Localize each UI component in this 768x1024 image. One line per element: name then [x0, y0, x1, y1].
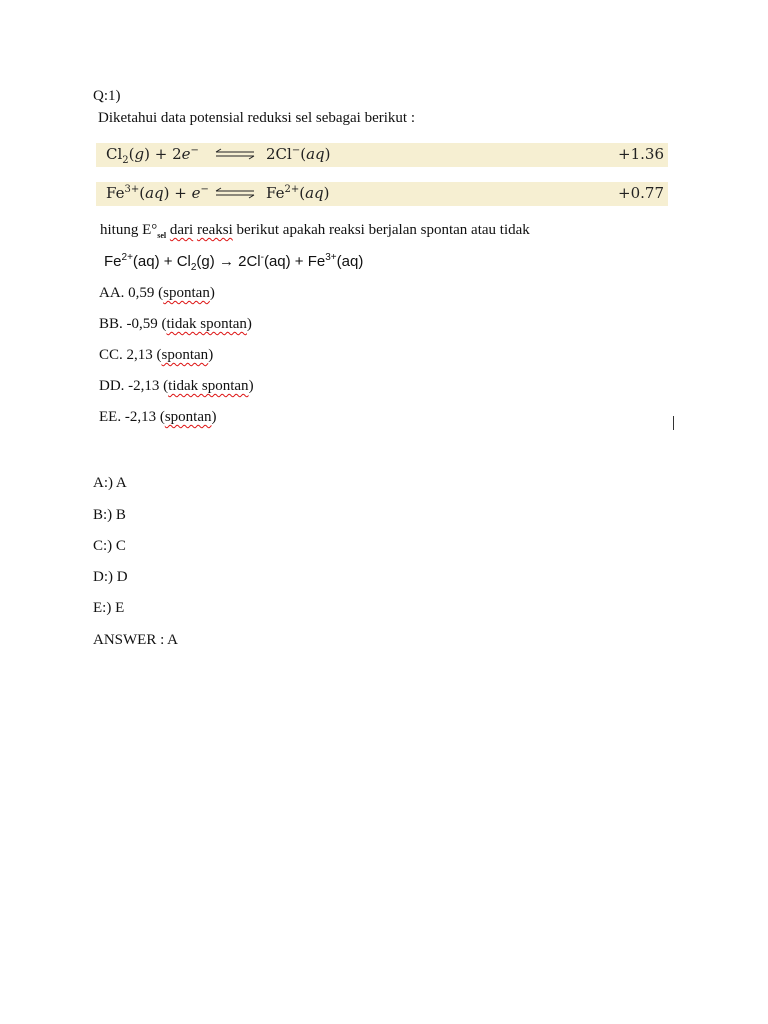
equilibrium-arrow-icon [214, 148, 256, 160]
potential-value: +1.36 [618, 145, 664, 163]
option-e: E:) E [93, 600, 125, 616]
potential-value: +0.77 [618, 184, 664, 202]
question-instruction: hitung $E^\circ_{sel}$ dari reaksi berikut apakah reaksi berjalan spontan atau tidak [100, 222, 530, 240]
option-c: C:) C [93, 538, 126, 554]
choice-ee: EE. -2,13 (spontan) [99, 409, 217, 425]
choice-dd: DD. -2,13 (tidak spontan) [99, 378, 254, 394]
half-reaction-rhs: $Fe^{2+}(aq)$ [266, 184, 330, 202]
question-intro: Diketahui data potensial reduksi sel sebagai berikut : [98, 110, 415, 126]
answer-line: ANSWER : A [93, 632, 179, 648]
option-a: A:) A [93, 475, 127, 491]
choice-cc: CC. 2,13 (spontan) [99, 347, 214, 363]
choice-bb: BB. -0,59 (tidak spontan) [99, 316, 252, 332]
option-b: B:) B [93, 507, 126, 523]
choice-aa: AA. 0,59 (spontan) [99, 285, 215, 301]
half-reaction-lhs: $Cl_2(g) + 2e^-$ [106, 145, 199, 166]
reaction-arrow-icon: → [218, 253, 234, 270]
half-reaction-fe [96, 182, 668, 206]
half-reaction-cl [96, 143, 668, 167]
equilibrium-arrow-icon [214, 187, 256, 199]
half-reaction-lhs: $Fe^{3+}(aq) + e^-$ [106, 184, 209, 202]
question-number: Q:1) [93, 88, 121, 104]
text-cursor [673, 416, 674, 430]
option-d: D:) D [93, 569, 128, 585]
overall-reaction: $Fe^{2+}(aq) + Cl_2(g) \to 2Cl^-(aq) + Fe^{3+}(aq)$ [104, 252, 364, 273]
half-reaction-rhs: 2Cl−(aq) [266, 145, 331, 163]
